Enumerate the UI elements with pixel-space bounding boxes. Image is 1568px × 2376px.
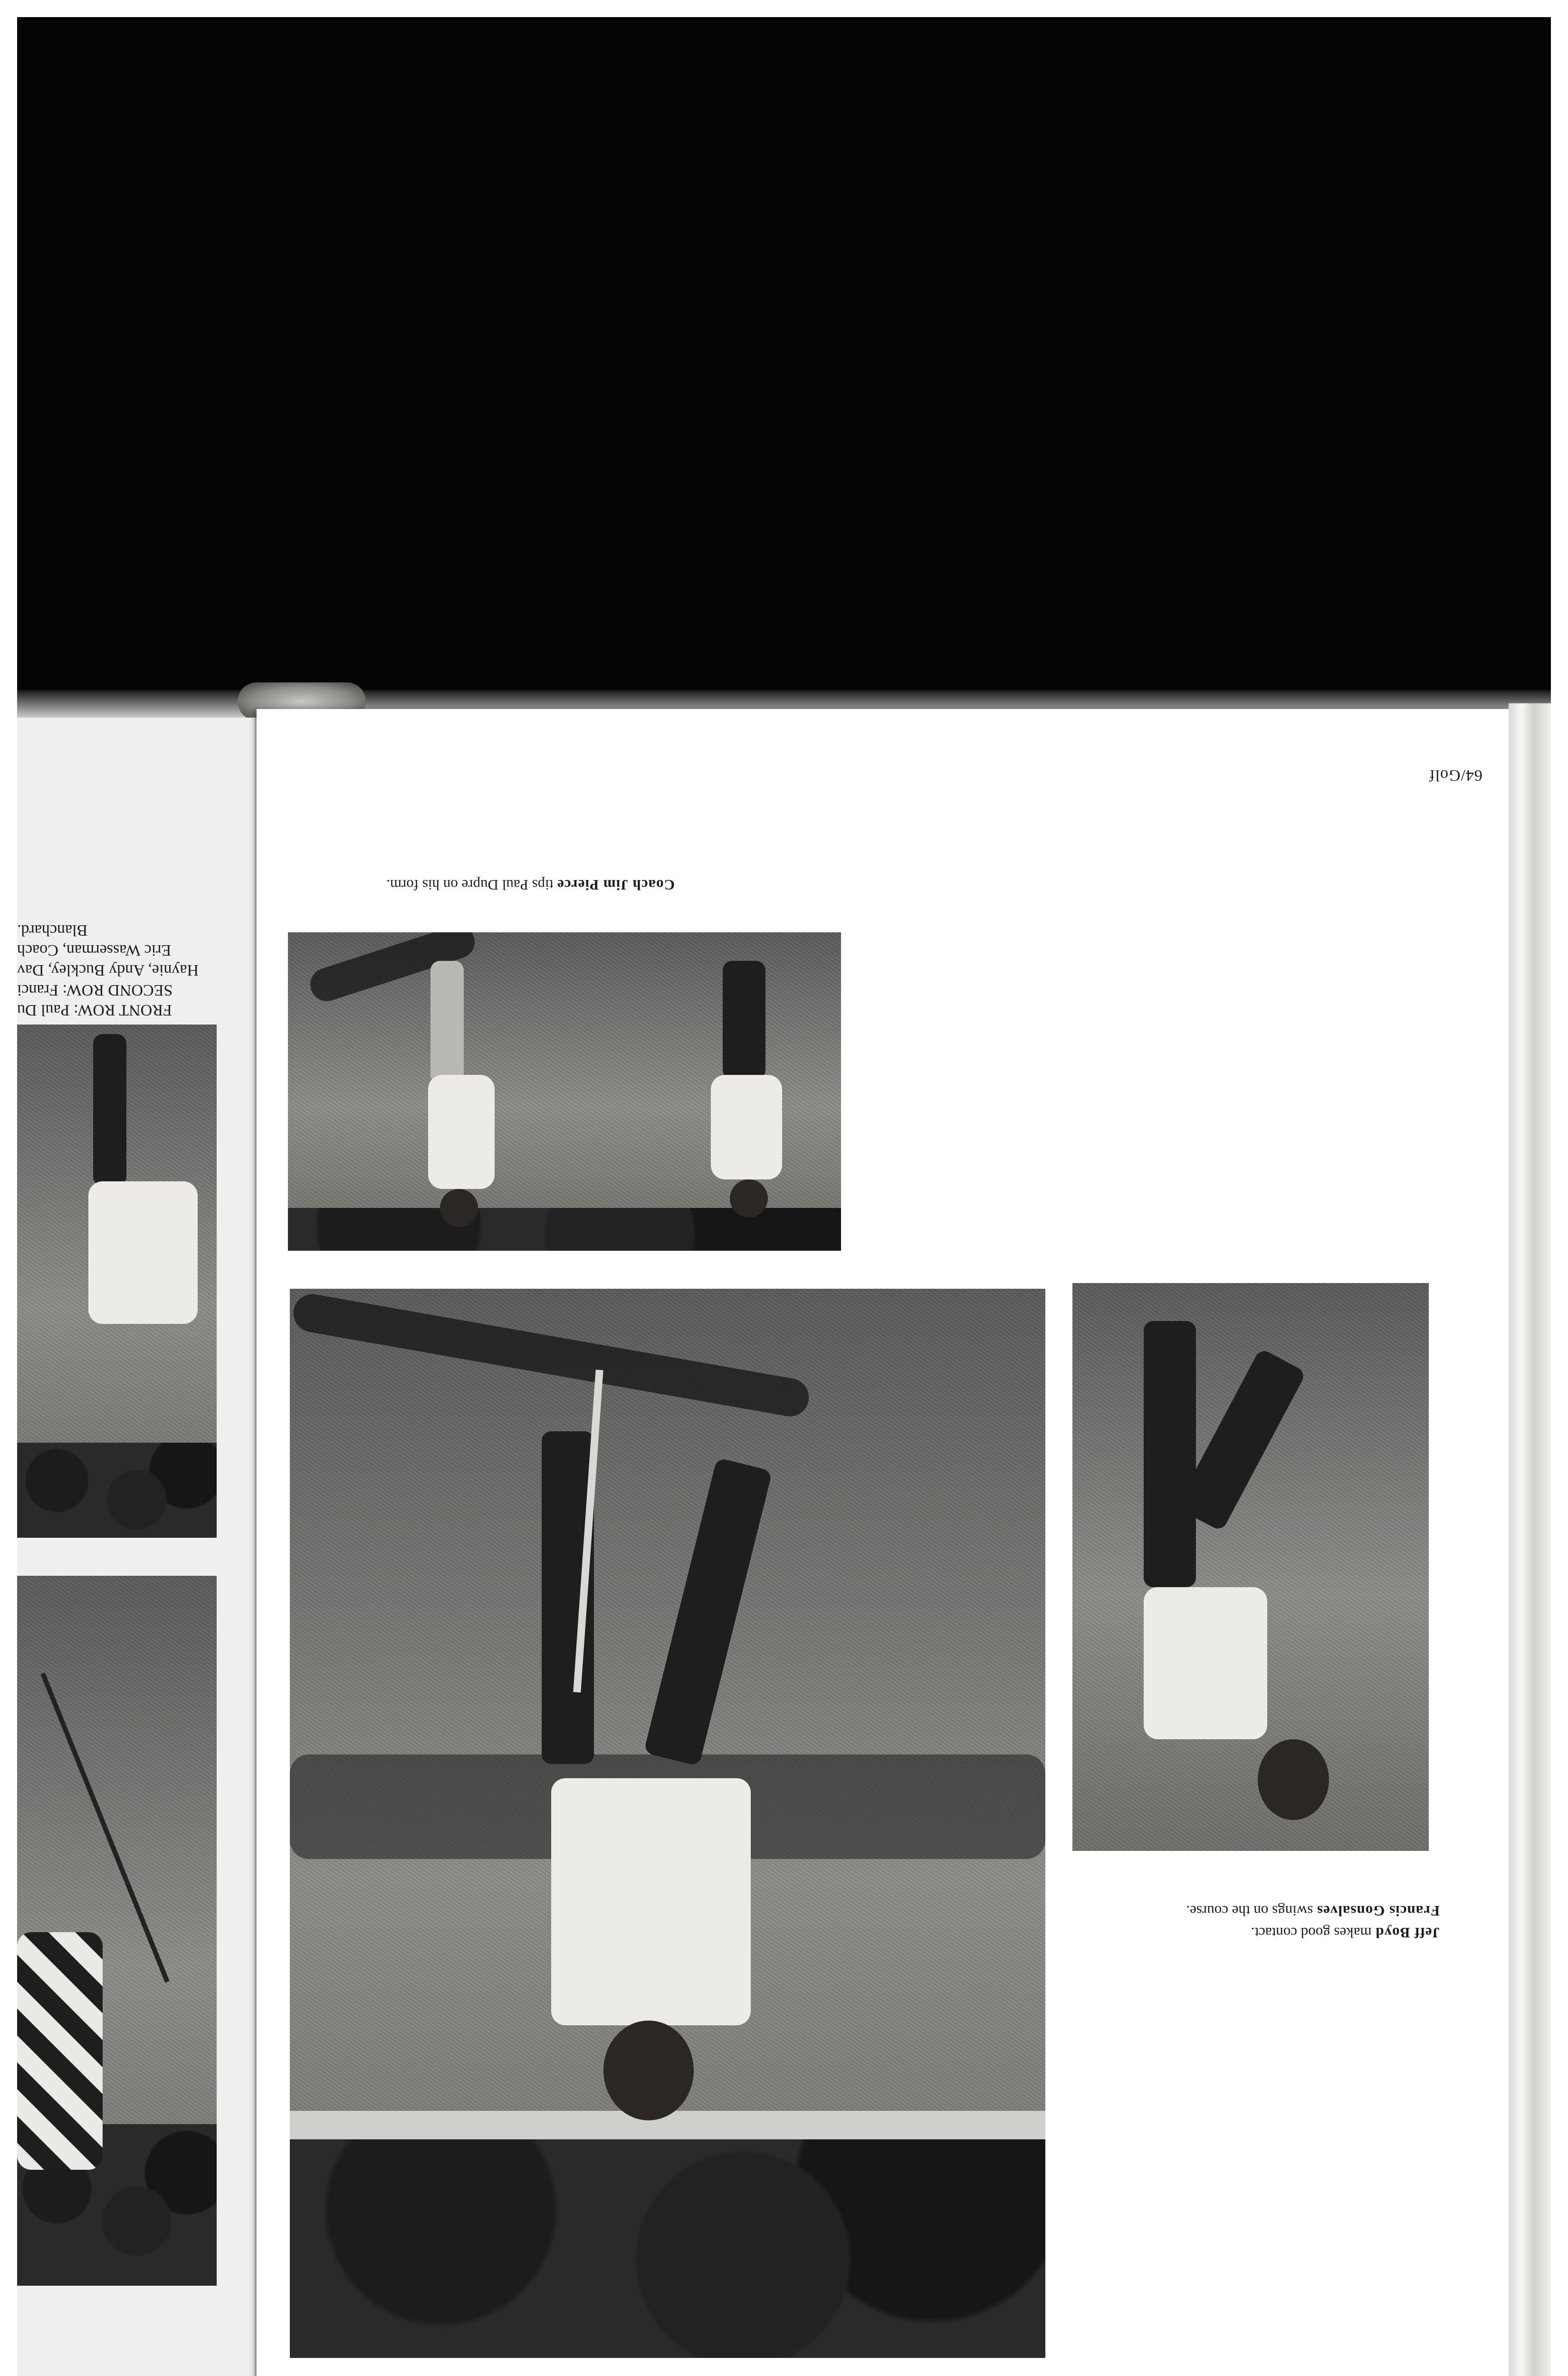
photo-facing-bottom [17, 1576, 217, 2286]
caption-coach-name: Coach Jim Pierce [557, 877, 675, 893]
person-legs [93, 1034, 126, 1186]
roster-line: SECOND ROW: Franci [17, 981, 173, 999]
roster-line: Eric Wasserman, Coach [17, 941, 172, 959]
photo-golf-swing [290, 1289, 1045, 2358]
person-plaid-shirt [17, 1932, 103, 2170]
golfer-shirt [551, 1778, 751, 2025]
person-shirt [88, 1181, 198, 1324]
page-edges [1509, 703, 1551, 2376]
caption-coach [285, 872, 675, 893]
golfer-leg [1144, 1321, 1196, 1587]
coach-pants [723, 961, 765, 1080]
caption-line-gonsalves [1107, 1900, 1440, 1922]
coach-shirt [711, 1075, 782, 1179]
roster-line: Blanchard. [17, 921, 88, 939]
photo-jeff-boyd [1072, 1283, 1429, 1851]
scanner-black-area [17, 17, 1551, 692]
player-head [440, 1189, 478, 1227]
roster-line: Haynie, Andy Buckley, Dav [17, 961, 199, 979]
photo-facing-top [17, 1025, 217, 1538]
page-number: 64/Golf [1429, 766, 1482, 784]
golfer-head [603, 2021, 694, 2120]
caption-gonsalves-name: Francis Gonsalves [1317, 1903, 1440, 1919]
caption-boyd-text: makes good contact. [1251, 1925, 1376, 1941]
photo-coach-and-player [288, 932, 841, 1251]
tree-line [290, 2111, 1045, 2358]
caption-coach-text: tips Paul Dupre on his form. [386, 877, 557, 893]
player-shirt [428, 1075, 495, 1189]
player-pants [430, 961, 464, 1084]
caption-gonsalves-text: swings on the course. [1186, 1903, 1317, 1919]
team-roster-caption [17, 882, 217, 1020]
roster-line: FRONT ROW: Paul Du [17, 1001, 172, 1019]
golfer-shirt [1144, 1587, 1267, 1739]
golfer-head [1258, 1739, 1329, 1820]
caption-swing-photos [1107, 1899, 1440, 1944]
caption-boyd-name: Jeff Boyd [1375, 1925, 1440, 1941]
caption-line-boyd [1107, 1922, 1440, 1944]
coach-head [730, 1179, 768, 1217]
tree-line [17, 1443, 217, 1538]
